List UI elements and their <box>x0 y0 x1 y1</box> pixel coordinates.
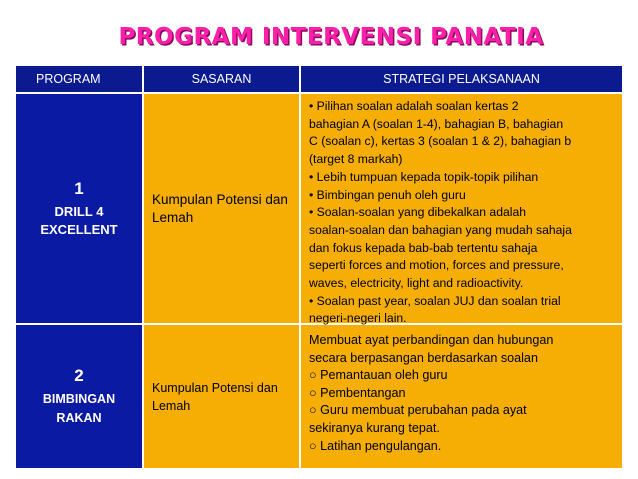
program-table <box>16 66 622 470</box>
strategy-line: seperti forces and motion, forces and pressure, <box>309 258 564 273</box>
strategy-line: (target 8 markah) <box>309 152 403 167</box>
strategy-line: ○ Pembentangan <box>309 385 406 400</box>
strategy-line: sekiranya kurang tepat. <box>309 420 440 435</box>
strategy-line: • Pilihan soalan adalah soalan kertas 2 <box>309 99 519 113</box>
program-number: 2 <box>74 365 84 385</box>
program-name: DRILL 4 EXCELLENT <box>40 203 118 237</box>
program-name: BIMBINGAN RAKAN <box>42 391 116 425</box>
target-cell-1 <box>144 94 301 325</box>
strategy-line: Membuat ayat perbandingan dan hubungan <box>309 333 554 347</box>
strategy-cell-2 <box>301 325 622 470</box>
strategy-line: ○ Guru membuat perubahan pada ayat <box>309 403 527 418</box>
program-number: 1 <box>74 178 84 198</box>
strategy-line: C (soalan c), kertas 3 (soalan 1 & 2), bahagian b <box>309 134 572 149</box>
strategy-line: • Lebih tumpuan kepada topik-topik pilihan <box>309 169 539 184</box>
strategy-line: negeri-negeri lain. <box>309 311 407 326</box>
strategy-line: waves, electricity, light and radioactivity. <box>309 276 524 291</box>
strategy-line: • Soalan-soalan yang dibekalkan adalah <box>309 205 527 220</box>
target-cell-2 <box>144 325 301 470</box>
strategy-line: bahagian A (soalan 1-4), bahagian B, bahagian <box>309 116 564 131</box>
strategy-line: • Soalan past year, soalan JUJ dan soalan trial <box>309 293 561 308</box>
strategy-line: soalan-soalan dan bahagian yang mudah sahaja <box>309 222 572 237</box>
slide-title: PROGRAM INTERVENSI PANATIA <box>118 24 544 50</box>
header-target: SASARAN <box>144 66 301 94</box>
strategy-line: • Bimbingan penuh oleh guru <box>309 187 466 202</box>
strategy-cell-1 <box>301 94 622 325</box>
program-cell-1 <box>16 94 144 325</box>
target-text: Kumpulan Potensi dan Lemah <box>152 380 278 413</box>
header-strategy: STRATEGI PELAKSANAAN <box>301 66 622 94</box>
strategy-line: secara berpasangan berdasarkan soalan <box>309 350 538 365</box>
strategy-line: ○ Pemantauan oleh guru <box>309 368 448 383</box>
strategy-line: ○ Latihan pengulangan. <box>309 438 442 453</box>
strategy-line: dan fokus kepada bab-bab tertentu sahaja <box>309 240 538 255</box>
target-text: Kumpulan Potensi dan Lemah <box>152 191 288 225</box>
header-program: PROGRAM <box>16 66 144 94</box>
program-cell-2 <box>16 325 144 470</box>
